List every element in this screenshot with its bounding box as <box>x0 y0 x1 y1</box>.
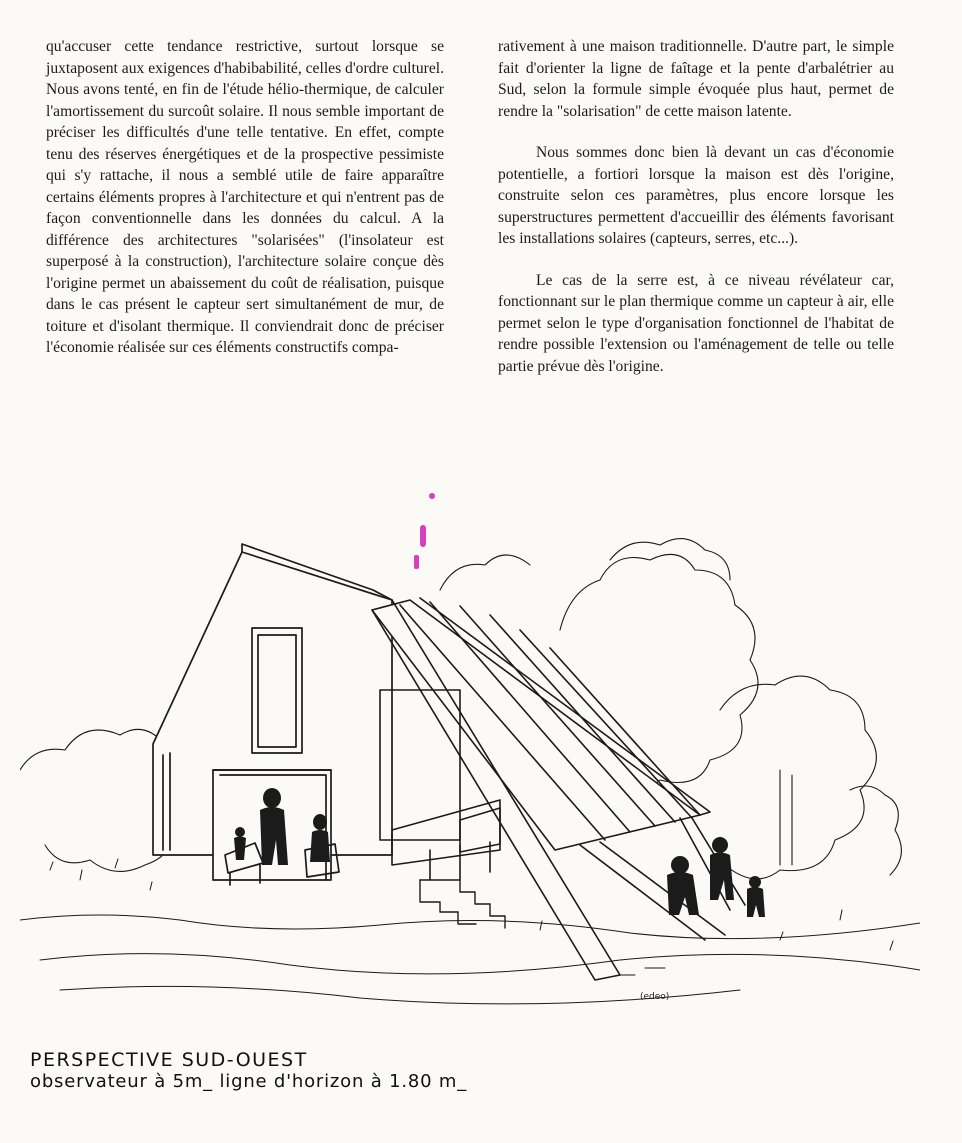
artist-signature: (edeo) <box>640 992 670 1002</box>
caption-subtitle: observateur à 5m_ ligne d'horizon à 1.80 m_ <box>30 1071 468 1092</box>
left-text-column <box>46 36 444 359</box>
right-paragraph-3: Le cas de la serre est, à ce niveau révélateur car, fonctionnant sur le plan thermique comme un capteur à air, elle permet selon le type d'organisation fonctionnel de l'habitat de rendre possible l'extension ou l'aménagement de telle ou telle partie prévue dès l'origine. <box>498 271 894 375</box>
figure-caption <box>30 1049 467 1093</box>
walking-figures <box>667 837 765 917</box>
right-text-column <box>498 36 894 377</box>
house-perspective-drawing <box>20 470 920 1035</box>
ink-stain <box>414 493 435 569</box>
solar-collector <box>372 598 745 980</box>
right-paragraph-2: Nous sommes donc bien là devant un cas d'économie potentielle, a fortiori lorsque la maison est dès l'origine, construite selon ces paramètres, plus encore lorsque les superstructures permettent d'accueillir des éléments favorisant les installations solaires (capteurs, serres, etc...). <box>498 144 894 247</box>
ground-lines <box>20 859 920 1004</box>
left-paragraph: qu'accuser cette tendance restrictive, surtout lorsque se juxtaposent aux exigences d'habibabilité, celles d'ordre culturel. Nous avons tenté, en fin de l'étude hélio-thermique, de calculer l'amortissement du surcoût solaire. Il nous semble important de préciser les difficultés d'une telle tentative. En effet, compte tenu des réserves énergétiques et de la prospective pessimiste qui s'y rattache, il nous a semblé utile de faire apparaître certains éléments propres à l'architecture et qui n'entrent pas de façon conventionnelle dans les données du calcul. A la différence des architectures "solarisées" (l'insolateur est superposé à la construction), l'architecture solaire conçue dès l'origine permet un abaissement du coût de réalisation, puisque dans le cas présent le capteur sert simultanément de mur, de toiture et d'isolant thermique. Il conviendrait donc de préciser l'économie réalisée sur ces éléments constructifs compa- <box>46 38 444 356</box>
right-paragraph-1: rativement à une maison traditionnelle. D'autre part, le simple fait d'orienter la ligne de faîtage et la pente d'arbalétrier au Sud, selon la formule simple évoquée plus haut, permet de rendre la "solarisation" de cette maison latente. <box>498 38 894 120</box>
caption-title: PERSPECTIVE SUD-OUEST <box>30 1049 308 1071</box>
house-body <box>153 544 392 885</box>
